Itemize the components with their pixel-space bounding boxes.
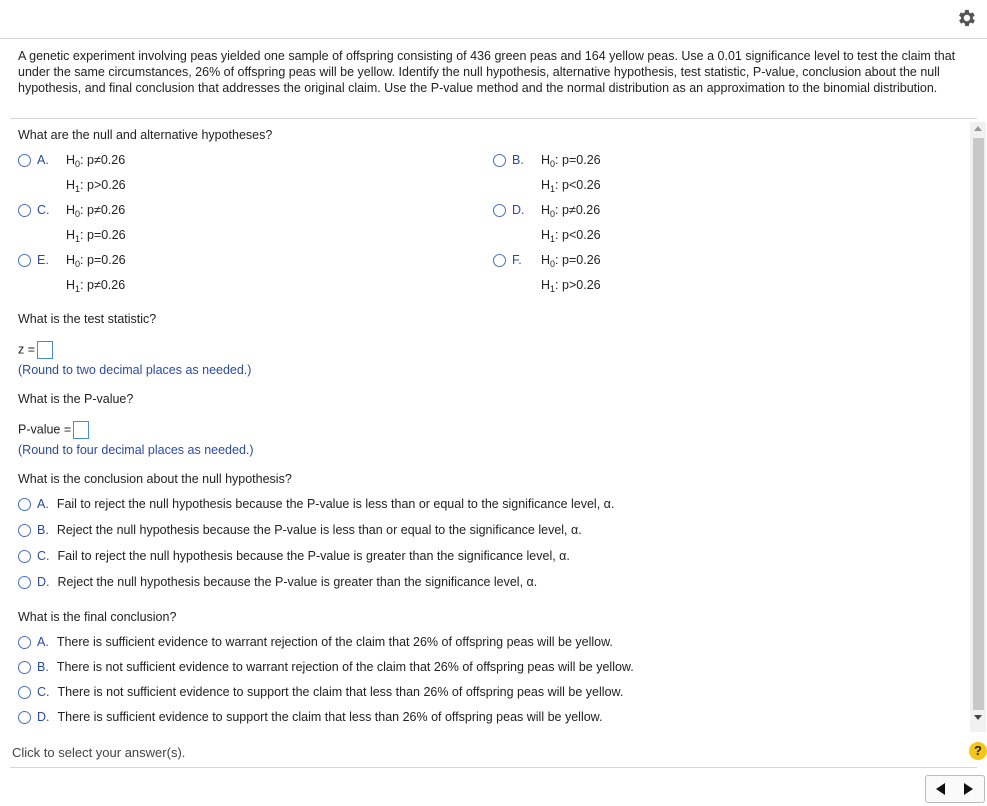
option-letter: A. [37, 497, 49, 511]
h1-value: 0.26 [576, 178, 601, 192]
h0-operator: = [568, 253, 577, 267]
h0-operator: ≠ [568, 203, 576, 217]
p-value-answer-row [18, 421, 89, 439]
radio-button[interactable] [18, 686, 31, 699]
option-letter: C. [37, 685, 50, 699]
h1-value: 0.26 [100, 278, 126, 292]
hypotheses-prompt: What are the null and alternative hypotheses? [18, 128, 273, 142]
p-value-prompt: What is the P-value? [18, 392, 134, 406]
radio-button[interactable] [18, 576, 31, 589]
h0-value: 0.26 [576, 253, 601, 267]
scroll-up-arrow-icon[interactable] [974, 126, 982, 131]
h1-operator: < [568, 228, 577, 242]
p-value-rounding-hint: (Round to four decimal places as needed.) [18, 443, 254, 457]
option-letter: D. [37, 575, 50, 589]
divider [10, 118, 977, 119]
option-letter: A. [37, 635, 49, 649]
h1-operator: > [93, 178, 102, 192]
option-letter: A. [37, 153, 49, 167]
scroll-thumb[interactable] [973, 138, 984, 710]
option-letter: C. [37, 203, 50, 217]
null-conclusion-prompt: What is the conclusion about the null hypothesis? [18, 472, 292, 486]
h0-value: 0.26 [101, 253, 126, 267]
final-conclusion-option-c[interactable] [18, 682, 623, 702]
null-conclusion-option-a[interactable] [18, 494, 614, 514]
test-statistic-prompt: What is the test statistic? [18, 312, 157, 326]
radio-button[interactable] [18, 661, 31, 674]
top-toolbar [0, 0, 987, 39]
h1-value: 0.26 [576, 228, 601, 242]
option-text: There is sufficient evidence to warrant rejection of the claim that 26% of offspring peas will be yellow. [56, 635, 613, 649]
radio-button[interactable] [18, 498, 31, 511]
h0-operator: = [93, 253, 102, 267]
null-conclusion-option-b[interactable] [18, 520, 582, 540]
h1-operator: ≠ [93, 278, 101, 292]
h1-value: 0.26 [576, 278, 601, 292]
option-text: There is sufficient evidence to support the claim that less than 26% of offspring peas will be yellow. [57, 710, 603, 724]
h0-value: 0.26 [575, 203, 601, 217]
option-letter: B. [512, 153, 524, 167]
h0-value: 0.26 [100, 203, 126, 217]
z-label: z = [18, 342, 36, 357]
radio-button[interactable] [18, 550, 31, 563]
null-conclusion-option-d[interactable] [18, 572, 537, 592]
final-conclusion-option-b[interactable] [18, 657, 634, 677]
question-text: A genetic experiment involving peas yielded one sample of offspring consisting of 436 green peas and 164 yellow peas. Use a 0.01 significance level to test the claim that under the same circumstances, 26% of offspring peas will be yellow. Identify the null hypothesis, alternative hypothesis, test statistic, P-value, conclusion about the null hypothesis, and final conclusion that addresses the original claim. Use the P-value method and the normal distribution as an approximation to the binomial distribution. [18, 49, 956, 95]
option-letter: B. [37, 660, 49, 674]
option-text: Fail to reject the null hypothesis because the P-value is greater than the significance level, α. [57, 549, 570, 563]
option-text: There is not sufficient evidence to warrant rejection of the claim that 26% of offspring peas will be yellow. [56, 660, 634, 674]
z-input[interactable] [37, 341, 53, 359]
footer-divider [10, 767, 977, 768]
final-conclusion-option-a[interactable] [18, 632, 613, 652]
h1-operator: = [93, 228, 102, 242]
h1-operator: > [568, 278, 577, 292]
radio-button[interactable] [493, 154, 506, 167]
gear-icon[interactable] [955, 7, 977, 29]
option-letter: D. [512, 203, 525, 217]
final-conclusion-prompt: What is the final conclusion? [18, 610, 177, 624]
question-navigation [925, 775, 985, 803]
radio-button[interactable] [18, 204, 31, 217]
option-text: There is not sufficient evidence to support the claim that less than 26% of offspring peas will be yellow. [57, 685, 624, 699]
footer-instruction: Click to select your answer(s). [12, 745, 186, 760]
radio-button[interactable] [493, 204, 506, 217]
next-arrow-icon[interactable] [964, 783, 973, 795]
h1-operator: < [568, 178, 577, 192]
option-text: Reject the null hypothesis because the P-value is greater than the significance level, α. [57, 575, 538, 589]
help-icon[interactable]: ? [969, 742, 987, 760]
radio-button[interactable] [18, 524, 31, 537]
h1-value: 0.26 [101, 228, 126, 242]
option-letter: E. [37, 253, 49, 267]
h0-value: 0.26 [100, 153, 126, 167]
h0-operator: ≠ [93, 153, 101, 167]
null-conclusion-option-c[interactable] [18, 546, 570, 566]
option-letter: F. [512, 253, 522, 267]
h1-value: 0.26 [101, 178, 126, 192]
p-value-label: P-value = [18, 422, 72, 437]
scrollbar[interactable] [970, 122, 986, 732]
h0-value: 0.26 [576, 153, 601, 167]
scroll-down-arrow-icon[interactable] [974, 715, 982, 720]
option-letter: C. [37, 549, 50, 563]
radio-button[interactable] [18, 711, 31, 724]
previous-arrow-icon[interactable] [936, 783, 945, 795]
radio-button[interactable] [18, 154, 31, 167]
z-answer-row [18, 341, 53, 359]
h0-operator: = [568, 153, 577, 167]
p-value-input[interactable] [73, 421, 89, 439]
answer-pane: What are the null and alternative hypotheses? A. $H_0$: p≠0.26 $H_1$: p>0.26 B. $H_0$: p=0.26 $H_1$: p<0.26 C. $H_0$: p≠0.26 $H_1$: p=0.26 D. $H_0$: p≠0.26 $H_1$: p<0.26 E. $H_0$: p=0.26 $H_1$: p≠0.26 F. $H_0$: p=0.26 $H_1$: p>0.26 What is the test statistic? z = (Round to two decimal places as needed.) What is the P-value? P-value = (Round to four decimal places as needed.) What is the conclusion about the null hypothesis? A. Fail to reject the null hypothesis because the P-value is less than or equal to the significance level, α. B. Reject the null hypothesis because the P-value is less than or equal to the significance level, α. C. Fail to reject the null hypothesis because the P-value is greater than the significance level, α. D. Reject the null hypothesis because the P-value is greater than the significance level, α. What is the final conclusion? A. There is sufficient evidence to warrant rejection of the claim that 26% of offspring peas will be yellow. B. There is not sufficient evidence to warrant rejection of the claim that 26% of offspring peas will be yellow. C. There is not sufficient evidence to support the claim that less than 26% of offspring peas will be yellow. D. There is sufficient evidence to support the claim that less than 26% of offspring peas will be yellow. [10, 122, 970, 732]
radio-button[interactable] [18, 254, 31, 267]
radio-button[interactable] [18, 636, 31, 649]
option-text: Fail to reject the null hypothesis because the P-value is less than or equal to the significance level, α. [56, 497, 615, 511]
h0-operator: ≠ [93, 203, 101, 217]
radio-button[interactable] [493, 254, 506, 267]
option-text: Reject the null hypothesis because the P-value is less than or equal to the significance level, α. [56, 523, 582, 537]
option-letter: D. [37, 710, 50, 724]
z-rounding-hint: (Round to two decimal places as needed.) [18, 363, 252, 377]
option-letter: B. [37, 523, 49, 537]
final-conclusion-option-d[interactable] [18, 707, 602, 727]
